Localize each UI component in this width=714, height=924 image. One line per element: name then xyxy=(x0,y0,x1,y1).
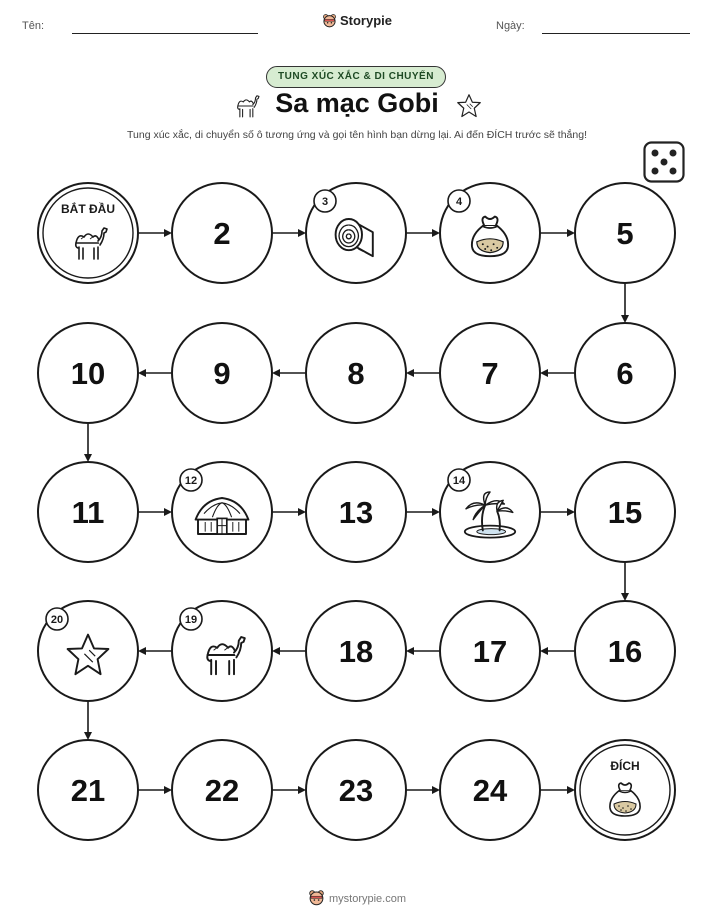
board-space xyxy=(172,462,272,562)
space-number: 15 xyxy=(607,495,643,530)
space-number: 14 xyxy=(452,475,466,487)
space-number: 20 xyxy=(50,614,64,626)
move-arrow xyxy=(138,508,172,516)
space-number-badge xyxy=(180,608,202,630)
space-number: 16 xyxy=(607,634,643,669)
move-arrow xyxy=(138,786,172,794)
board-space xyxy=(575,462,675,562)
move-arrow xyxy=(540,786,575,794)
space-number: 19 xyxy=(184,614,198,626)
space-number-badge xyxy=(180,469,202,491)
finish-label: ĐÍCH xyxy=(610,759,640,773)
move-arrow xyxy=(272,508,306,516)
move-arrow xyxy=(406,229,440,237)
space-number: 5 xyxy=(616,216,634,251)
board-space xyxy=(440,323,540,423)
space-number-badge xyxy=(314,190,336,212)
move-arrow xyxy=(272,647,306,655)
name-label: Tên: xyxy=(22,20,45,32)
footer-site: mystorypie.com xyxy=(328,893,407,905)
move-arrow xyxy=(540,229,575,237)
space-number-badge xyxy=(46,608,68,630)
board-space xyxy=(38,601,138,701)
board-space xyxy=(172,183,272,283)
space-number: 12 xyxy=(184,475,198,487)
move-arrow xyxy=(406,786,440,794)
move-arrow xyxy=(540,647,575,655)
board-space xyxy=(575,183,675,283)
move-arrow xyxy=(406,647,440,655)
board-space xyxy=(440,183,540,283)
space-number: 17 xyxy=(472,634,508,669)
space-number: 21 xyxy=(70,773,106,808)
board-space xyxy=(575,323,675,423)
space-number: 11 xyxy=(71,495,105,530)
space-number: 8 xyxy=(347,356,365,391)
page-title: Sa mạc Gobi xyxy=(275,88,439,118)
space-number: 23 xyxy=(338,773,374,808)
space-number-badge xyxy=(448,469,470,491)
start-space xyxy=(38,183,138,283)
board-space xyxy=(38,740,138,840)
space-number-badge xyxy=(448,190,470,212)
space-number: 7 xyxy=(481,356,499,391)
board-space xyxy=(306,601,406,701)
move-arrow xyxy=(84,701,92,740)
board-space xyxy=(440,462,540,562)
space-number: 24 xyxy=(472,773,508,808)
move-arrow xyxy=(406,508,440,516)
brand-name: Storypie xyxy=(339,13,392,28)
board-space xyxy=(306,323,406,423)
board-space xyxy=(172,323,272,423)
game-type-badge: TUNG XÚC XẮC & DI CHUYỂN xyxy=(266,66,446,88)
space-number: 9 xyxy=(213,356,231,391)
board-space xyxy=(306,462,406,562)
move-arrow xyxy=(138,647,172,655)
board-space xyxy=(440,601,540,701)
board-space xyxy=(172,601,272,701)
space-number: 22 xyxy=(204,773,240,808)
move-arrow xyxy=(621,283,629,323)
board-space xyxy=(38,462,138,562)
instructions: Tung xúc xắc, di chuyển số ô tương ứng và gọi tên hình bạn dừng lại. Ai đến ĐÍCH trước sẽ thắng! xyxy=(126,129,587,141)
space-number: 2 xyxy=(213,216,231,251)
move-arrow xyxy=(621,562,629,601)
space-number: 3 xyxy=(321,196,329,208)
space-number: 13 xyxy=(338,495,374,530)
space-number: 10 xyxy=(70,356,106,391)
space-number: 6 xyxy=(616,356,634,391)
board-space xyxy=(575,601,675,701)
footer xyxy=(0,889,714,906)
start-label: BẮT ĐẦU xyxy=(61,202,115,216)
space-number: 18 xyxy=(338,634,374,669)
move-arrow xyxy=(84,423,92,462)
board-space xyxy=(306,740,406,840)
mascot-icon xyxy=(308,889,325,906)
board-space xyxy=(306,183,406,283)
move-arrow xyxy=(406,369,440,377)
date-label: Ngày: xyxy=(496,20,525,32)
board-space xyxy=(38,323,138,423)
move-arrow xyxy=(138,229,172,237)
board-space xyxy=(440,740,540,840)
move-arrow xyxy=(138,369,172,377)
move-arrow xyxy=(540,369,575,377)
board-space xyxy=(172,740,272,840)
finish-space xyxy=(575,740,675,840)
move-arrow xyxy=(540,508,575,516)
move-arrow xyxy=(272,229,306,237)
move-arrow xyxy=(272,786,306,794)
move-arrow xyxy=(272,369,306,377)
space-number: 4 xyxy=(455,196,463,208)
